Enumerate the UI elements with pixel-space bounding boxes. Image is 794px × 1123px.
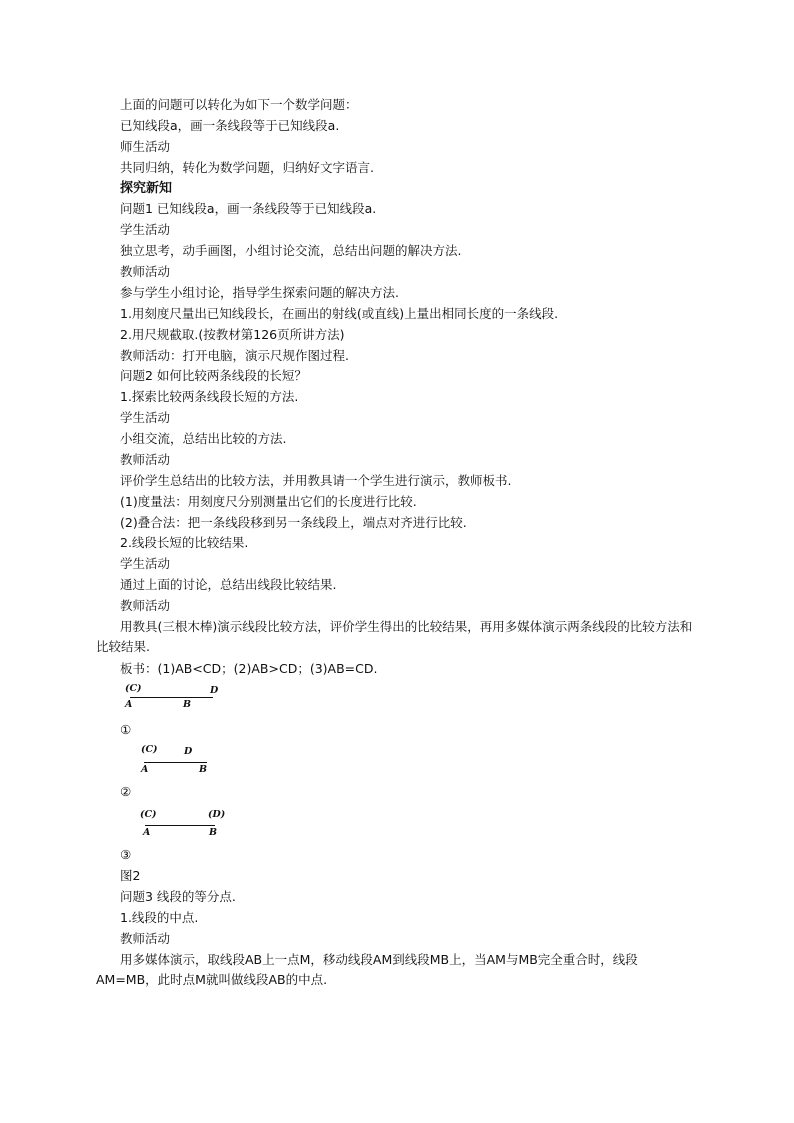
point-label: A [143, 827, 151, 838]
line-segment [130, 697, 213, 698]
point-label: (C) [140, 809, 157, 820]
text-line: 教师活动 [120, 931, 171, 946]
line-segment [144, 762, 207, 763]
figure-caption: ② [120, 784, 132, 799]
text-line: 1.探索比较两条线段长短的方法. [120, 389, 299, 404]
text-line: 小组交流，总结出比较的方法. [120, 431, 287, 446]
text-line: 学生活动 [120, 556, 171, 571]
segment-figure [141, 745, 221, 775]
point-label: B [183, 699, 192, 710]
paragraph: 用多媒体演示，取线段AB上一点M，移动线段AM到线段MB上，当AM与MB完全重合时，线段AM=MB，此时点M就叫做线段AB的中点. [96, 952, 638, 987]
point-label: A [141, 764, 149, 775]
text-line: 独立思考，动手画图，小组讨论交流，总结出问题的解决方法. [120, 243, 462, 258]
figure-caption: ① [120, 722, 132, 737]
text-line: 已知线段a，画一条线段等于已知线段a. [120, 118, 340, 133]
point-label: D [184, 746, 193, 757]
text-line: 师生活动 [120, 139, 171, 154]
text-line: 1.线段的中点. [120, 910, 199, 925]
text-line: 2.用尺规截取.(按教材第126页所讲方法) [120, 327, 345, 342]
text-line: 学生活动 [120, 410, 171, 425]
line-segment [145, 825, 215, 826]
text-line: 2.线段长短的比较结果. [120, 535, 249, 550]
text-line: 教师活动 [120, 264, 171, 279]
text-line: 教师活动 [120, 598, 171, 613]
text-line: 共同归纳，转化为数学问题，归纳好文字语言. [120, 160, 374, 175]
text-line: 问题1 已知线段a，画一条线段等于已知线段a. [120, 201, 377, 216]
text-line: 教师活动 [120, 452, 171, 467]
text-line: 1.用刻度尺量出已知线段长，在画出的射线(或直线)上量出相同长度的一条线段. [120, 306, 559, 321]
figure-label: 图2 [120, 868, 141, 883]
text-line: (1)度量法：用刻度尺分别测量出它们的长度进行比较. [120, 494, 417, 509]
point-label: B [199, 764, 208, 775]
text-line: 参与学生小组讨论，指导学生探索问题的解决方法. [120, 285, 399, 300]
text-line: 通过上面的讨论，总结出线段比较结果. [120, 577, 337, 592]
text-line: 上面的问题可以转化为如下一个数学问题： [120, 97, 358, 112]
point-label: B [209, 827, 218, 838]
figure-caption: ③ [120, 847, 132, 862]
paragraph: 用教具(三根木棒)演示线段比较方法，评价学生得出的比较结果，再用多媒体演示两条线段的比较方法和比较结果. [96, 619, 693, 654]
text-line: 教师活动：打开电脑，演示尺规作图过程. [120, 348, 349, 363]
text-line: 学生活动 [120, 222, 171, 237]
point-label: A [125, 699, 133, 710]
point-label: D [210, 685, 219, 696]
segment-figure [140, 808, 230, 838]
point-label: (D) [208, 809, 226, 820]
text-line: 评价学生总结出的比较方法，并用教具请一个学生进行演示，教师板书. [120, 473, 512, 488]
text-line: 问题2 如何比较两条线段的长短？ [120, 368, 307, 383]
section-heading: 探究新知 [120, 181, 173, 196]
point-label: (C) [125, 683, 142, 694]
text-line: 问题3 线段的等分点. [120, 889, 236, 904]
board-text: 板书：(1)AB<CD；(2)AB>CD；(3)AB=CD. [120, 661, 378, 676]
segment-figure [124, 684, 224, 714]
text-line: (2)叠合法：把一条线段移到另一条线段上，端点对齐进行比较. [120, 515, 467, 530]
point-label: (C) [141, 744, 158, 755]
